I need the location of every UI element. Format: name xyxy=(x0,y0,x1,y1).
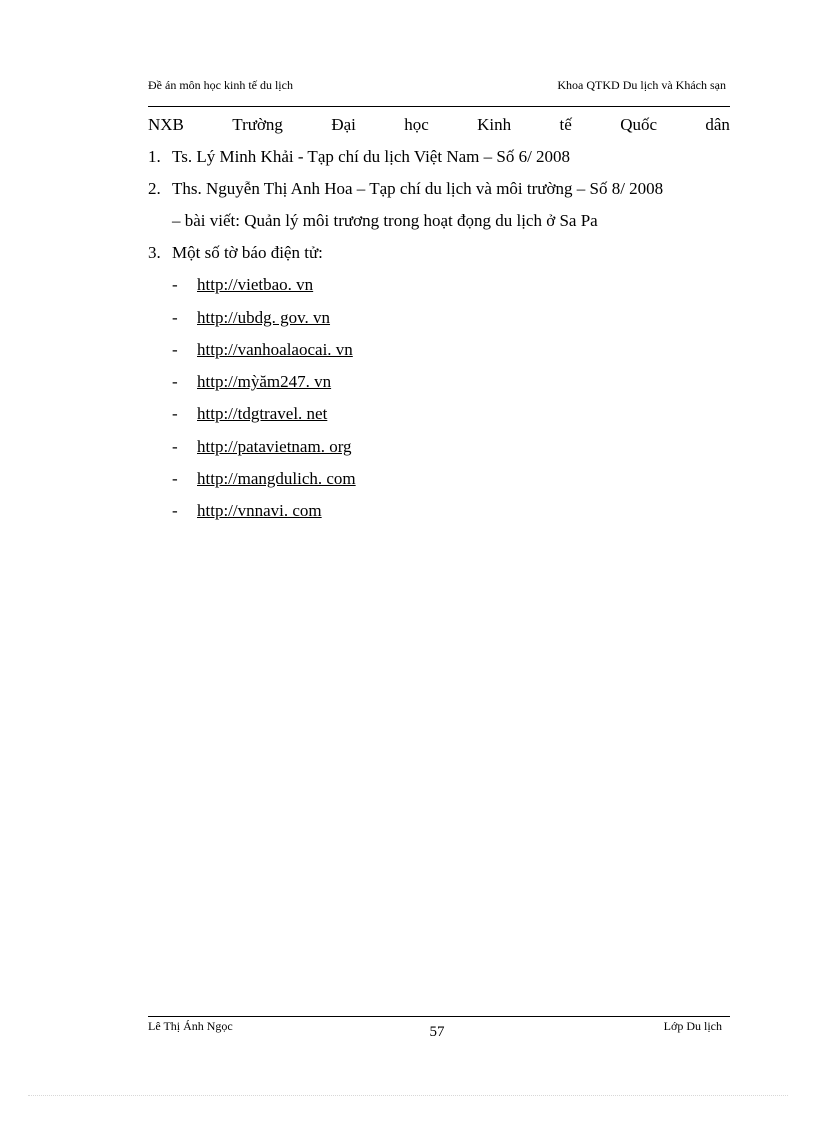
bullet-dash: - xyxy=(172,404,178,424)
reference-item xyxy=(148,146,730,168)
intro-word: dân xyxy=(705,115,730,134)
page-number: 57 xyxy=(429,1024,445,1040)
reference-number: 3. xyxy=(148,243,161,262)
page-header xyxy=(148,78,730,107)
list-item xyxy=(148,403,730,425)
page-edge-divider xyxy=(28,1095,788,1096)
reference-number: 1. xyxy=(148,147,161,166)
website-link[interactable]: http://ubdg. gov. vn xyxy=(197,307,331,327)
link-list xyxy=(148,274,730,522)
reference-item xyxy=(148,178,730,232)
bullet-dash: - xyxy=(172,339,178,359)
website-link[interactable]: http://vnnavi. com xyxy=(197,501,322,521)
page-body xyxy=(148,114,730,522)
footer-class: Lớp Du lịch xyxy=(663,1019,722,1033)
header-left-text: Đề án môn học kinh tế du lịch xyxy=(148,78,293,92)
intro-word: Trường xyxy=(232,115,283,134)
reference-text: Ts. Lý Minh Khải - Tạp chí du lịch Việt Nam – Số 6/ 2008 xyxy=(172,147,571,166)
intro-word: Đại xyxy=(331,115,356,134)
list-item xyxy=(148,339,730,361)
website-link[interactable]: http://vanhoalaocai. vn xyxy=(197,339,353,359)
bullet-dash: - xyxy=(172,436,178,456)
list-item xyxy=(148,468,730,490)
reference-text: Một số tờ báo điện tử: xyxy=(172,243,323,262)
header-right-text: Khoa QTKD Du lịch và Khách sạn xyxy=(557,78,726,92)
intro-line xyxy=(148,114,730,136)
website-link[interactable]: http://mangdulich. com xyxy=(197,469,356,489)
website-link[interactable]: http://mỳăm247. vn xyxy=(197,372,332,392)
footer-author: Lê Thị Ánh Ngọc xyxy=(148,1019,233,1033)
intro-word: NXB xyxy=(148,115,184,134)
list-item xyxy=(148,436,730,458)
list-item xyxy=(148,307,730,329)
reference-item xyxy=(148,242,730,264)
list-item xyxy=(148,274,730,296)
website-link[interactable]: http://patavietnam. org xyxy=(197,436,352,456)
intro-word: Quốc xyxy=(620,115,658,134)
bullet-dash: - xyxy=(172,275,178,295)
bullet-dash: - xyxy=(172,501,178,521)
reference-continuation: – bài viết: Quản lý môi trương trong hoạt đọng du lịch ở Sa Pa xyxy=(172,211,598,230)
page-footer xyxy=(148,1016,730,1047)
list-item xyxy=(148,500,730,522)
intro-word: Kinh xyxy=(477,115,512,134)
bullet-dash: - xyxy=(172,372,178,392)
reference-text: Ths. Nguyễn Thị Anh Hoa – Tạp chí du lịch và môi trường – Số 8/ 2008 xyxy=(172,179,664,198)
list-item xyxy=(148,371,730,393)
intro-word: tế xyxy=(559,115,572,134)
website-link[interactable]: http://vietbao. vn xyxy=(197,275,314,295)
reference-number: 2. xyxy=(148,179,161,198)
bullet-dash: - xyxy=(172,469,178,489)
intro-word: học xyxy=(404,115,429,134)
bullet-dash: - xyxy=(172,307,178,327)
website-link[interactable]: http://tdgtravel. net xyxy=(197,404,328,424)
